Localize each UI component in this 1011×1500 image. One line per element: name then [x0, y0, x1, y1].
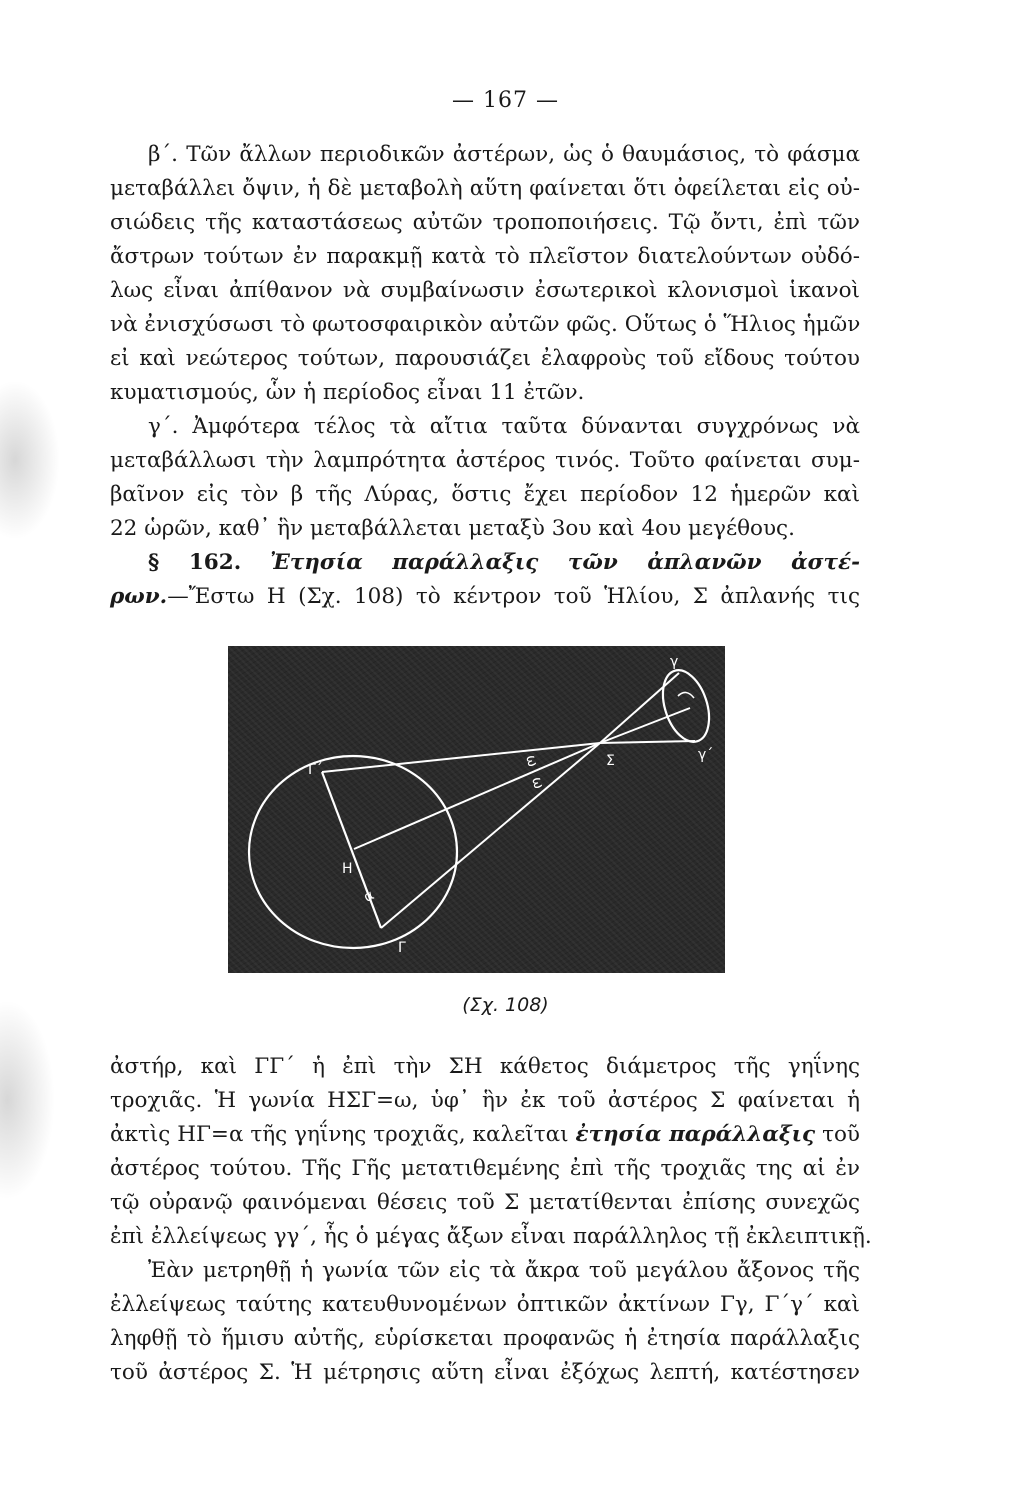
text-line: ἀστήρ, καὶ ΓΓ΄ ἡ ἐπὶ τὴν ΣΗ κάθετος διάμετρος τῆς γηΐνης [110, 1054, 860, 1079]
line-eta-sigma [354, 743, 600, 849]
parallax-diagram [228, 646, 725, 973]
label-small-gamma-prime: γ΄ [698, 747, 714, 763]
orbit-diameter [322, 772, 381, 928]
text-span: τοῦ [822, 1122, 860, 1147]
label-omega-lower: ω [528, 775, 547, 791]
ray-to-center [600, 708, 690, 743]
text-line: Ἐὰν μετρηθῇ ἡ γωνία τῶν εἰς τὰ ἄκρα τοῦ μεγάλου ἄξονος τῆς [148, 1258, 860, 1283]
section-title: Ἐτησία παράλλαξις τῶν ἀπλανῶν ἀστέ- [270, 550, 860, 575]
page-smudge [0, 380, 60, 540]
text-line: τοῦ ἀστέρος Σ. Ἡ μέτρησις αὕτη εἶναι ἐξόχως λεπτή, κατέστησεν [110, 1360, 860, 1385]
page-smudge [0, 1000, 55, 1200]
label-gamma-prime: Γ΄ [308, 762, 323, 778]
text-line: τροχιᾶς. Ἡ γωνία ΗΣΓ=ω, ὑφ᾽ ἣν ἐκ τοῦ ἀστέρος Σ φαίνεται ἡ [110, 1088, 860, 1113]
label-omega-upper: ω [522, 753, 541, 769]
line-gamma-sigma [381, 743, 600, 928]
emphasis-term: ἐτησία παράλλαξις [575, 1122, 816, 1147]
label-eta: Η [342, 861, 353, 877]
text-line: νὰ ἐνισχύσωσι τὸ φωτοσφαιρικὸν αὐτῶν φῶς. Οὕτως ὁ Ἥλιος ἡμῶν [110, 312, 861, 337]
label-small-gamma: γ [670, 654, 679, 670]
text-line: ἀστέρος τούτου. Τῆς Γῆς μετατιθεμένης ἐπὶ τῆς τροχιᾶς της αἱ ἐν [110, 1156, 860, 1181]
text-line: εἰ καὶ νεώτερος τούτων, παρουσιάζει ἐλαφροὺς τοῦ εἴδους τούτου [110, 346, 860, 371]
section-title-end: ρων. [110, 584, 168, 609]
label-sigma: Σ [606, 753, 615, 769]
page-number: — 167 — [452, 88, 559, 113]
figure-caption: (Σχ. 108) [462, 994, 549, 1016]
text-line: β΄. Τῶν ἄλλων περιοδικῶν ἀστέρων, ὡς ὁ θαυμάσιος, τὸ φάσμα [148, 142, 860, 167]
text-line: ληφθῇ τὸ ἥμισυ αὐτῆς, εὑρίσκεται προφανῶς ἡ ἐτησία παράλλαξις [110, 1326, 860, 1351]
text-span: ἀκτὶς ΗΓ=α τῆς γηΐνης τροχιᾶς, καλεῖται [110, 1122, 569, 1147]
text-line: μεταβάλλει ὄψιν, ἡ δὲ μεταβολὴ αὕτη φαίνεται ὅτι ὀφείλεται εἰς οὐ- [110, 176, 860, 201]
section-heading [110, 546, 860, 580]
label-alpha: α [361, 887, 378, 906]
text-line: μεταβάλλωσι τὴν λαμπρότητα ἀστέρος τινός. Τοῦτο φαίνεται συμ- [110, 448, 860, 473]
section-text: —Ἔστω Η (Σχ. 108) τὸ κέντρον τοῦ Ἡλίου, Σ ἀπλανής τις [167, 584, 860, 609]
label-gamma: Γ [398, 940, 406, 956]
text-line: σιώδεις τῆς καταστάσεως αὐτῶν τροποποιήσεις. Τῷ ὄντι, ἐπὶ τῶν [110, 210, 860, 235]
ray-to-gamma-prime [600, 741, 695, 743]
ray-to-gamma [600, 673, 679, 743]
text-line [110, 1118, 860, 1152]
ellipse-center-mark [678, 692, 694, 698]
figure-108 [228, 646, 725, 973]
text-line: κυματισμούς, ὧν ἡ περίοδος εἶναι 11 ἐτῶν. [110, 380, 585, 405]
text-line: ἐπὶ ἐλλείψεως γγ΄, ἧς ὁ μέγας ἄξων εἶναι παράλληλος τῇ ἐκλειπτικῇ. [110, 1224, 872, 1249]
text-line: γ΄. Ἀμφότερα τέλος τὰ αἴτια ταῦτα δύνανται συγχρόνως νὰ [148, 414, 860, 439]
text-line: 22 ὡρῶν, καθ᾽ ἣν μεταβάλλεται μεταξὺ 3ου καὶ 4ου μεγέθους. [110, 516, 795, 541]
text-line: λως εἶναι ἀπίθανον νὰ συμβαίνωσιν ἐσωτερικοὶ κλονισμοὶ ἱκανοὶ [110, 278, 860, 303]
text-line: ἐλλείψεως ταύτης κατευθυνομένων ὀπτικῶν ἀκτίνων Γγ, Γ΄γ΄ καὶ [110, 1292, 860, 1317]
text-line: βαῖνον εἰς τὸν β τῆς Λύρας, ὅστις ἔχει περίοδον 12 ἡμερῶν καὶ [110, 482, 860, 507]
apparent-ellipse [655, 664, 718, 747]
text-line: τῷ οὐρανῷ φαινόμεναι θέσεις τοῦ Σ μετατίθενται ἐπίσης συνεχῶς [110, 1190, 860, 1215]
text-line [110, 580, 860, 614]
section-number: § 162. [148, 550, 242, 575]
text-line: ἄστρων τούτων ἐν παρακμῇ κατὰ τὸ πλεῖστον διατελούντων οὐδό- [110, 244, 860, 269]
